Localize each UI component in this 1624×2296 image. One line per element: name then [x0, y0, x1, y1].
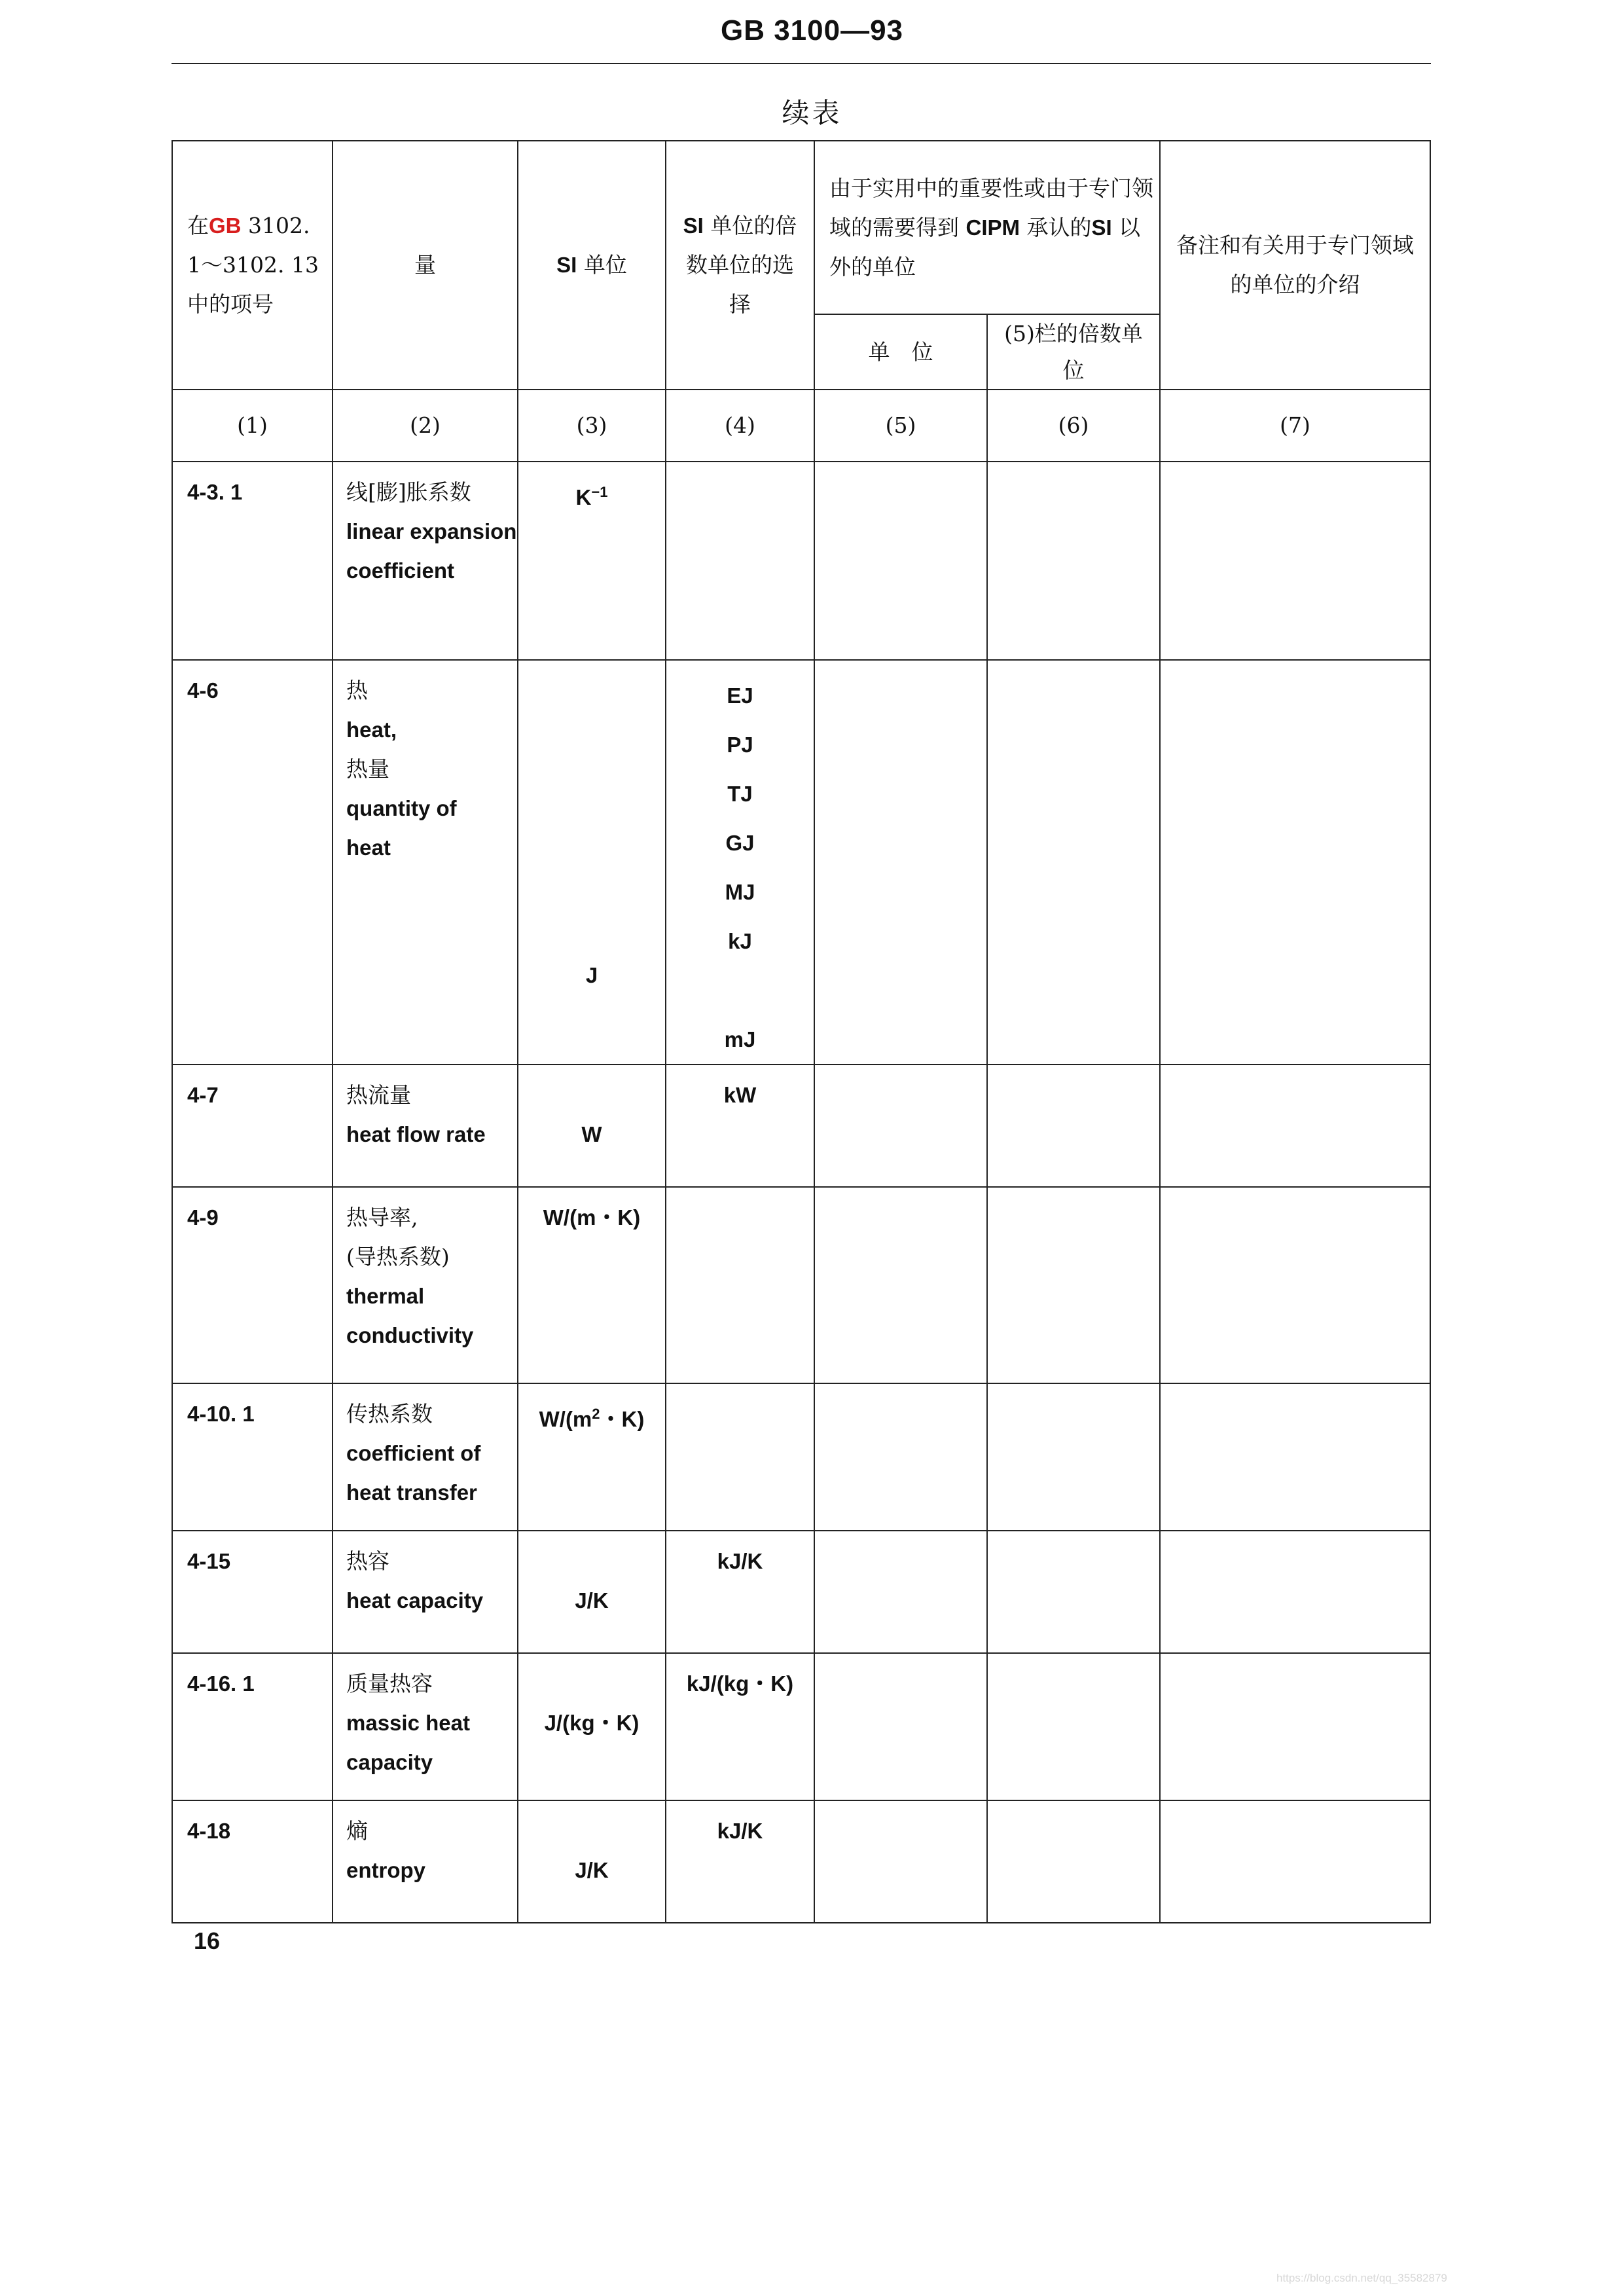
multiple-unit: mJ — [724, 1027, 756, 1051]
item-number: 4-6 — [172, 660, 333, 1065]
quantity-name — [333, 660, 518, 1065]
non-si-unit — [814, 660, 987, 1065]
remarks — [1160, 1065, 1430, 1187]
col-header-non-si-units: 由于实用中的重要性或由于专门领域的需要得到 CIPM 承认的SI 以外的单位 — [814, 141, 1160, 314]
remarks — [1160, 1653, 1430, 1800]
quantity-name-zh: 质量热容 — [346, 1671, 433, 1696]
column-number: (4) — [666, 390, 814, 462]
multiples — [666, 1800, 814, 1923]
si-unit: J/K — [518, 1531, 666, 1653]
si-unit: $W/(m^2$・K) — [518, 1383, 666, 1531]
quantity-name-zh: 熵 — [346, 1818, 368, 1844]
col-header-unit-multiples: (5)栏的倍数单位 — [987, 314, 1160, 390]
non-si-unit — [814, 1065, 987, 1187]
quantity-name-en: capacity — [346, 1750, 433, 1774]
non-si-multiples — [987, 1187, 1160, 1383]
item-number: 4-3. 1 — [172, 462, 333, 660]
quantity-name-en: heat flow rate — [346, 1122, 486, 1146]
non-si-unit — [814, 1187, 987, 1383]
si-unit: J/K — [518, 1800, 666, 1923]
table-row — [172, 462, 1430, 660]
multiple-unit: kJ — [728, 929, 752, 953]
si-unit: J — [518, 660, 666, 1065]
quantity-name-zh: 热导率, — [346, 1205, 418, 1230]
item-number: 4-16. 1 — [172, 1653, 333, 1800]
quantity-name — [333, 1653, 518, 1800]
table-row — [172, 1531, 1430, 1653]
multiple-unit: kW — [723, 1083, 757, 1107]
multiples — [666, 1653, 814, 1800]
quantity-name — [333, 1187, 518, 1383]
col-header-multiples: SI 单位的倍数单位的选择 — [666, 141, 814, 390]
multiple-unit: kJ/K — [717, 1549, 763, 1573]
item-number: 4-15 — [172, 1531, 333, 1653]
column-number: (5) — [814, 390, 987, 462]
quantity-name-en: heat, — [346, 718, 397, 742]
quantity-name-en: quantity of — [346, 796, 457, 820]
quantity-name-en: heat capacity — [346, 1588, 484, 1613]
quantity-name-zh: 热流量 — [346, 1082, 411, 1108]
page-number: 16 — [194, 1927, 221, 1954]
non-si-multiples — [987, 462, 1160, 660]
multiple-unit: kJ/K — [717, 1819, 763, 1843]
non-si-unit — [814, 1653, 987, 1800]
col-header-quantity: 量 — [333, 141, 518, 390]
quantity-name-en: massic heat — [346, 1711, 470, 1735]
quantity-name — [333, 462, 518, 660]
table-row — [172, 1800, 1430, 1923]
table-row — [172, 1383, 1430, 1531]
quantity-name-zh: (导热系数) — [346, 1244, 450, 1269]
multiple-unit: kJ/(kg・K) — [686, 1671, 794, 1696]
quantity-name — [333, 1531, 518, 1653]
si-unit: J/(kg・K) — [518, 1653, 666, 1800]
item-number: 4-10. 1 — [172, 1383, 333, 1531]
item-number: 4-18 — [172, 1800, 333, 1923]
quantity-name-zh: 线[膨]胀系数 — [346, 479, 471, 505]
table-row — [172, 1065, 1430, 1187]
col-header-si-unit: SI 单位 — [518, 141, 666, 390]
remarks — [1160, 1187, 1430, 1383]
quantity-name-en: coefficient of — [346, 1441, 481, 1465]
non-si-multiples — [987, 1065, 1160, 1187]
remarks — [1160, 1531, 1430, 1653]
non-si-multiples — [987, 660, 1160, 1065]
multiple-unit: PJ — [727, 733, 753, 757]
col-header-item-number: 在GB 3102. 1～3102. 13 中的项号 — [172, 141, 333, 390]
quantity-name-zh: 热容 — [346, 1548, 389, 1574]
quantity-name-zh: 热量 — [346, 756, 389, 782]
column-number: (6) — [987, 390, 1160, 462]
quantity-name-zh: 传热系数 — [346, 1401, 433, 1427]
quantity-name-en: heat — [346, 835, 391, 860]
col-header-unit: 单 位 — [814, 314, 987, 390]
remarks — [1160, 1383, 1430, 1531]
non-si-unit — [814, 1531, 987, 1653]
quantity-name-en: linear expansion — [346, 519, 517, 543]
col-header-remarks: 备注和有关用于专门领域的单位的介绍 — [1160, 141, 1430, 390]
table-row — [172, 660, 1430, 1065]
column-number: (3) — [518, 390, 666, 462]
header-row-1 — [172, 141, 1430, 314]
column-number-row — [172, 390, 1430, 462]
multiple-unit: TJ — [727, 782, 753, 806]
multiples — [666, 660, 814, 1065]
quantity-name-en: coefficient — [346, 558, 455, 583]
quantity-name-en: conductivity — [346, 1323, 474, 1347]
units-table — [171, 140, 1431, 1923]
item-number: 4-9 — [172, 1187, 333, 1383]
non-si-unit — [814, 462, 987, 660]
remarks — [1160, 660, 1430, 1065]
multiple-unit: EJ — [727, 683, 753, 708]
watermark: https://blog.csdn.net/qq_35582879 — [1276, 2272, 1447, 2284]
si-unit: $K^{-1}$ — [518, 462, 666, 660]
multiple-unit: GJ — [725, 831, 755, 855]
remarks — [1160, 1800, 1430, 1923]
multiple-unit: MJ — [725, 880, 755, 904]
non-si-unit — [814, 1383, 987, 1531]
multiples — [666, 1065, 814, 1187]
non-si-unit — [814, 1800, 987, 1923]
si-unit: W/(m・K) — [518, 1187, 666, 1383]
quantity-name-zh: 热 — [346, 678, 368, 703]
header-rule — [171, 63, 1431, 64]
quantity-name — [333, 1800, 518, 1923]
quantity-name-en: heat transfer — [346, 1480, 477, 1504]
column-number: (7) — [1160, 390, 1430, 462]
continuation-title: 续表 — [782, 97, 842, 129]
multiples — [666, 1531, 814, 1653]
non-si-multiples — [987, 1531, 1160, 1653]
non-si-multiples — [987, 1383, 1160, 1531]
multiples — [666, 462, 814, 660]
quantity-name — [333, 1383, 518, 1531]
quantity-name-en: thermal — [346, 1284, 425, 1308]
multiples — [666, 1187, 814, 1383]
column-number: (2) — [333, 390, 518, 462]
table-row — [172, 1653, 1430, 1800]
item-number: 4-7 — [172, 1065, 333, 1187]
si-unit: W — [518, 1065, 666, 1187]
standard-number: GB 3100—93 — [720, 14, 904, 46]
multiples — [666, 1383, 814, 1531]
table-row — [172, 1187, 1430, 1383]
column-number: (1) — [172, 390, 333, 462]
non-si-multiples — [987, 1800, 1160, 1923]
remarks — [1160, 462, 1430, 660]
quantity-name-en: entropy — [346, 1858, 426, 1882]
quantity-name — [333, 1065, 518, 1187]
non-si-multiples — [987, 1653, 1160, 1800]
